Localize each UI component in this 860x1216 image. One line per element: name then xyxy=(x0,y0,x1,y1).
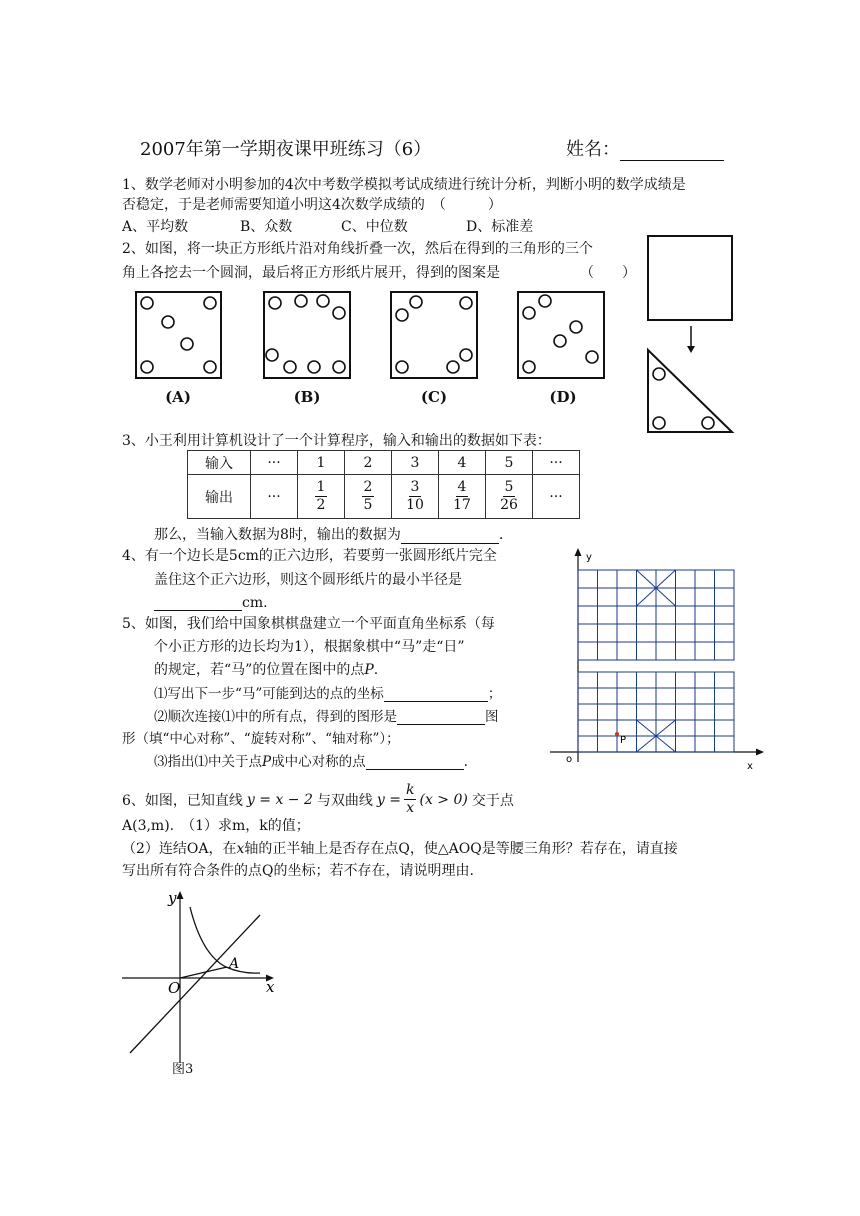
q5-sub3-point: P xyxy=(262,754,272,770)
q5-line2: 个小正方形的边长均为1），根据象棋中“马”走“日” xyxy=(154,639,465,655)
q6-line3 xyxy=(122,838,678,858)
chess-board-figure xyxy=(540,540,780,780)
q6-line3-text2: 轴的正半轴上是否存在点Q，使△AOQ是等腰三角形？若存在，请直接 xyxy=(244,841,678,857)
hole xyxy=(141,361,153,373)
q3-line1: 3、小王利用计算机设计了一个计算程序，输入和输出的数据如下表： xyxy=(122,433,551,449)
input-row-label: 输入 xyxy=(188,451,251,475)
hole xyxy=(523,307,535,319)
q6-line3-text: （2）连结OA，在 xyxy=(122,841,237,857)
q6-line3-x: x xyxy=(236,841,245,857)
option-c-square xyxy=(391,292,477,378)
q5-line1: 5、如图，我们给中国象棋棋盘建立一个平面直角坐标系（每 xyxy=(122,616,495,632)
q2-line1: 2、如图，将一块正方形纸片沿对角线折叠一次，然后在得到的三角形的三个 xyxy=(122,241,593,257)
q1-option-c: C、中位数 xyxy=(341,219,408,235)
q1-line2: 否稳定，于是老师需要知道小明这4次数学成绩的 （ ） xyxy=(122,197,502,213)
hole xyxy=(447,361,459,373)
q5-sub3-blank[interactable] xyxy=(366,751,464,770)
hole xyxy=(295,295,307,307)
q5-sub2-blank[interactable] xyxy=(397,706,485,725)
hole xyxy=(333,307,345,319)
q6-line1-end: 交于点 xyxy=(471,792,514,809)
q1-option-d: D、标准差 xyxy=(466,219,534,235)
figure-caption: 图3 xyxy=(172,1062,194,1077)
q6-line2: A(3,m). （1）求m，k的值； xyxy=(122,818,310,834)
fraction-denominator: x xyxy=(406,800,415,816)
hyperbola-lhs: y = xyxy=(376,791,401,808)
output-cell xyxy=(298,475,345,519)
q2-paren: （ ） xyxy=(580,265,636,281)
line-equation: y = x − 2 xyxy=(246,791,313,808)
table-cell: ··· xyxy=(533,451,580,475)
hole xyxy=(141,297,153,309)
input-cell: 3 xyxy=(392,451,439,475)
y-axis-arrow-icon xyxy=(575,548,582,556)
name-label-text: 姓名： xyxy=(566,139,620,160)
io-table xyxy=(187,450,580,519)
hole xyxy=(317,295,329,307)
hole xyxy=(396,309,408,321)
x-axis-label: x xyxy=(747,761,753,772)
q5-sub2 xyxy=(154,705,499,725)
q5-line3-text: 的规定，若“马”的位置在图中的点 xyxy=(154,662,365,678)
table-cell: ··· xyxy=(533,475,580,519)
hyperbola-curve xyxy=(190,907,260,973)
origin-label: o xyxy=(566,754,573,765)
hole xyxy=(181,338,193,350)
option-b-square xyxy=(264,292,350,378)
y-axis-label: y xyxy=(586,552,592,563)
hole xyxy=(702,417,714,429)
hole xyxy=(396,361,408,373)
input-cell: 4 xyxy=(439,451,486,475)
q5-sub2-line2: 形（填“中心对称”、“旋转对称”、“轴对称”）； xyxy=(122,731,400,747)
q5-line3-end: . xyxy=(373,662,379,678)
fraction-denominator: 10 xyxy=(406,497,424,513)
output-row-label: 输出 xyxy=(188,475,251,519)
hyperbola-condition: (x > 0) xyxy=(419,791,468,808)
hole xyxy=(570,321,582,333)
fraction-numerator: 5 xyxy=(504,479,514,495)
hyperbola-fraction xyxy=(404,782,416,817)
q1-option-a: A、平均数 xyxy=(122,219,189,235)
q3-line2-end: . xyxy=(498,527,504,543)
output-cell xyxy=(439,475,486,519)
q5-sub1-blank[interactable] xyxy=(384,683,488,702)
fraction-denominator: 2 xyxy=(316,497,326,513)
q4-line1: 4、有一个边长是5cm的正六边形，若要剪一张圆形纸片完全 xyxy=(122,548,497,564)
q5-sub1 xyxy=(154,682,501,702)
q4-line2: 盖住这个正六边形，则这个圆形纸片的最小半径是 xyxy=(154,572,462,588)
hole xyxy=(204,297,216,309)
q2-figures xyxy=(0,0,860,440)
option-c-label: (C) xyxy=(420,388,448,406)
q5-sub1-text: ⑴写出下一步“马”可能到达的点的坐标 xyxy=(154,686,384,702)
q5-sub3-text: ⑶指出⑴中关于点 xyxy=(154,754,262,770)
fraction-numerator: 4 xyxy=(457,479,467,495)
q3-answer-blank[interactable] xyxy=(401,525,499,544)
q3-line2 xyxy=(154,524,503,544)
hole xyxy=(284,361,296,373)
hole xyxy=(523,361,535,373)
option-b-label: (B) xyxy=(293,388,321,406)
table-cell: ··· xyxy=(251,451,298,475)
page-title: 2007年第一学期夜课甲班练习（6） xyxy=(140,139,432,160)
output-cell xyxy=(345,475,392,519)
q5-sub3-text2: 成中心对称的点 xyxy=(271,754,366,770)
q4-line3-end: cm. xyxy=(242,595,268,611)
output-cell xyxy=(486,475,533,519)
hole xyxy=(204,361,216,373)
hole xyxy=(460,297,472,309)
fraction-numerator: k xyxy=(406,782,415,798)
q5-line3 xyxy=(154,659,378,679)
q5-sub1-end: ； xyxy=(487,686,502,702)
down-arrow-head-icon xyxy=(687,346,695,353)
q5-sub2-text: ⑵顺次连接⑴中的所有点，得到的图形是 xyxy=(154,709,397,725)
board-lower-half xyxy=(578,672,734,752)
q6-line4: 写出所有符合条件的点Q的坐标；若不存在，请说明理由. xyxy=(122,863,474,879)
q4-answer-blank[interactable] xyxy=(154,592,242,611)
q6-figure xyxy=(110,885,310,1085)
q1-line1: 1、数学老师对小明参加的4次中考数学模拟考试成绩进行统计分析，判断小明的数学成绩是 xyxy=(122,177,686,193)
hole xyxy=(539,295,551,307)
folded-triangle xyxy=(648,350,732,432)
q2-line2: 角上各挖去一个圆洞，最后将正方形纸片展开，得到的图案是 xyxy=(122,265,500,281)
fraction-denominator: 26 xyxy=(500,497,518,513)
hole xyxy=(266,349,278,361)
option-a-square xyxy=(136,292,221,378)
fraction-numerator: 1 xyxy=(316,479,326,495)
segment-oa xyxy=(180,967,227,978)
fig-origin-label: O xyxy=(168,979,181,997)
output-cell xyxy=(392,475,439,519)
input-cell: 2 xyxy=(345,451,392,475)
fraction-denominator: 5 xyxy=(363,497,373,513)
x-axis-arrow-icon xyxy=(756,749,764,756)
option-a-label: (A) xyxy=(165,388,191,406)
q6-line1-text2: 与双曲线 xyxy=(316,792,373,809)
q3-line2-text: 那么，当输入数据为8时，输出的数据为 xyxy=(154,527,401,543)
fig-x-label: x xyxy=(266,978,275,996)
fraction-numerator: 3 xyxy=(410,479,420,495)
hole xyxy=(333,361,345,373)
q5-sub2-end: 图 xyxy=(485,709,499,725)
folding-square xyxy=(648,236,732,320)
line-graph xyxy=(130,915,260,1053)
hole xyxy=(162,316,174,328)
point-p-label: P xyxy=(620,735,627,746)
hole xyxy=(586,351,598,363)
input-cell: 5 xyxy=(486,451,533,475)
q5-point-p: P xyxy=(364,662,374,678)
hole xyxy=(653,368,665,380)
q6-line1-text: 6、如图，已知直线 xyxy=(122,792,243,809)
hole xyxy=(554,335,566,347)
hole xyxy=(410,296,422,308)
hole xyxy=(460,349,472,361)
hole xyxy=(269,297,281,309)
hole xyxy=(308,361,320,373)
q5-sub3-end: . xyxy=(463,754,468,770)
fig-y-axis-arrow-icon xyxy=(177,891,184,899)
fraction-numerator: 2 xyxy=(363,479,373,495)
point-p-marker xyxy=(615,732,619,736)
q4-line3 xyxy=(154,592,268,611)
input-cell: 1 xyxy=(298,451,345,475)
fig-point-a-label: A xyxy=(229,956,240,972)
q6-line1 xyxy=(122,782,514,817)
q1-option-b: B、众数 xyxy=(240,219,293,235)
fraction-denominator: 17 xyxy=(453,497,471,513)
option-d-label: (D) xyxy=(549,388,577,406)
hole xyxy=(653,417,665,429)
table-cell: ··· xyxy=(251,475,298,519)
fig-y-label: y xyxy=(168,889,177,907)
board-upper-half xyxy=(578,570,734,660)
q5-sub3 xyxy=(154,750,468,770)
